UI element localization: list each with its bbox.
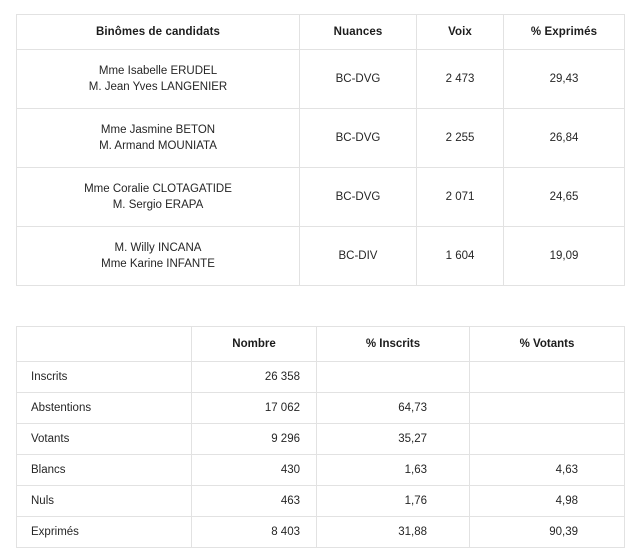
candidate-pct-cell: 26,84 (504, 109, 625, 168)
candidate-name-first: Mme Isabelle ERUDEL (98, 65, 218, 77)
table-header-row (17, 15, 625, 50)
candidate-pct-cell: 24,65 (504, 168, 625, 227)
table-row (17, 109, 625, 168)
column-header-binomes: Binômes de candidats (17, 15, 300, 50)
table-row (17, 227, 625, 286)
table-row (17, 517, 625, 548)
table-row (17, 393, 625, 424)
row-pct-inscrits: 31,88 (317, 517, 470, 548)
candidate-name-first: Mme Jasmine BETON (100, 124, 216, 136)
candidate-nuance-cell: BC-DVG (300, 109, 417, 168)
row-pct-inscrits: 64,73 (317, 393, 470, 424)
candidate-nuance-cell: BC-DVG (300, 168, 417, 227)
column-header-pct-inscrits: % Inscrits (317, 327, 470, 362)
row-label: Blancs (17, 455, 192, 486)
candidate-names-cell (17, 50, 300, 109)
row-pct-votants: 4,63 (470, 455, 625, 486)
candidate-name-first: Mme Coralie CLOTAGATIDE (84, 183, 232, 195)
turnout-table-container (16, 326, 624, 548)
candidate-voix-cell: 2 473 (417, 50, 504, 109)
row-nombre: 26 358 (192, 362, 317, 393)
row-nombre: 8 403 (192, 517, 317, 548)
table-row (17, 50, 625, 109)
row-nombre: 463 (192, 486, 317, 517)
row-pct-votants (470, 393, 625, 424)
candidate-name-second: M. Sergio ERAPA (112, 199, 204, 211)
candidate-voix-cell: 2 255 (417, 109, 504, 168)
row-label: Nuls (17, 486, 192, 517)
column-header-nuances: Nuances (300, 15, 417, 50)
candidates-table-body (17, 50, 625, 286)
candidate-voix-cell: 1 604 (417, 227, 504, 286)
turnout-results-table (16, 326, 625, 548)
row-pct-votants (470, 424, 625, 455)
row-label: Abstentions (17, 393, 192, 424)
row-pct-inscrits: 1,63 (317, 455, 470, 486)
row-pct-inscrits (317, 362, 470, 393)
candidate-names-cell (17, 168, 300, 227)
candidate-name-first: M. Willy INCANA (114, 242, 202, 254)
candidates-results-table (16, 14, 625, 286)
table-row (17, 486, 625, 517)
candidate-pct-cell: 29,43 (504, 50, 625, 109)
column-header-nombre: Nombre (192, 327, 317, 362)
column-header-pct-exprimes: % Exprimés (504, 15, 625, 50)
turnout-table-header (17, 327, 625, 362)
candidate-voix-cell: 2 071 (417, 168, 504, 227)
row-label: Inscrits (17, 362, 192, 393)
row-label: Exprimés (17, 517, 192, 548)
row-pct-votants: 4,98 (470, 486, 625, 517)
candidate-nuance-cell: BC-DVG (300, 50, 417, 109)
candidate-name-second: Mme Karine INFANTE (101, 258, 215, 270)
row-nombre: 17 062 (192, 393, 317, 424)
row-pct-inscrits: 1,76 (317, 486, 470, 517)
row-nombre: 9 296 (192, 424, 317, 455)
candidate-names-cell (17, 109, 300, 168)
candidate-pct-cell: 19,09 (504, 227, 625, 286)
table-header-row (17, 327, 625, 362)
candidate-nuance-cell: BC-DIV (300, 227, 417, 286)
table-row (17, 168, 625, 227)
row-label: Votants (17, 424, 192, 455)
row-nombre: 430 (192, 455, 317, 486)
column-header-voix: Voix (417, 15, 504, 50)
candidate-name-second: M. Armand MOUNIATA (99, 140, 217, 152)
table-row (17, 362, 625, 393)
table-row (17, 424, 625, 455)
column-header-pct-votants: % Votants (470, 327, 625, 362)
turnout-table-body (17, 362, 625, 548)
candidate-names-cell (17, 227, 300, 286)
row-pct-inscrits: 35,27 (317, 424, 470, 455)
row-pct-votants (470, 362, 625, 393)
table-row (17, 455, 625, 486)
candidates-table-header (17, 15, 625, 50)
row-pct-votants: 90,39 (470, 517, 625, 548)
candidate-name-second: M. Jean Yves LANGENIER (88, 81, 228, 93)
column-header-empty (17, 327, 192, 362)
